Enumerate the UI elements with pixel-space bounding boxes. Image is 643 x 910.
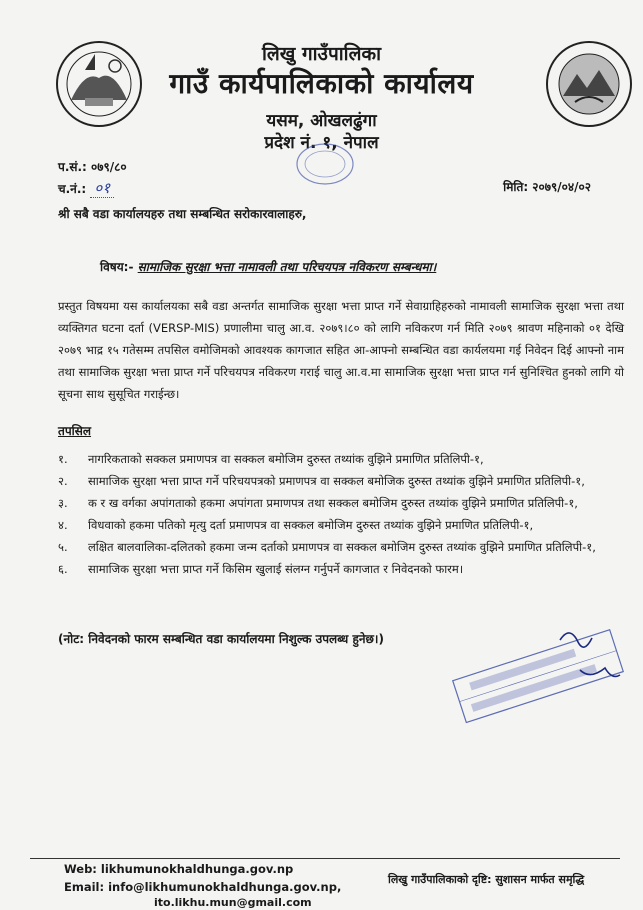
municipality-name: लिखु गाउँपालिका: [261, 43, 382, 65]
footer-divider: [30, 858, 620, 859]
dispatch-label: च.नं.:: [58, 182, 87, 196]
list-item: २. सामाजिक सुरक्षा भत्ता प्राप्त गर्ने परिचयपत्रको प्रमाणपत्र वा सक्कल बमोजिक दुरुस्त तथ्यांक वुझिने प्रमाणित प्रतिलिपी-१,: [58, 474, 585, 488]
list-item: ५. लक्षित बालवालिका-दलितको हकमा जन्म दर्ताको प्रमाणपत्र वा सक्कल बमोजिम दुरुस्त तथ्यांक वुझिने प्रमाणित प्रतिलिपी-१,: [58, 540, 596, 554]
list-item: ६. सामाजिक सुरक्षा भत्ता प्राप्त गर्ने किसिम खुलाई संलग्न गर्नुपर्ने कागजात र निवेदनको फारम।: [58, 562, 464, 576]
subject-line: [100, 258, 436, 275]
body-paragraph: प्रस्तुत विषयमा यस कार्यालयका सबै वडा अन्तर्गत सामाजिक सुरक्षा भत्ता प्राप्त गर्ने सेवाग्राहिहरुको नामावली सामाजिक सुरक्षा भत्ता तथा व्यक्तिगत घटना दर्ता (VERSP-MIS) प्रणालीमा चालु आ.व. २०७९।८० को लागि नविकरण गर्न मिति २०७९ श्रावण महिनाको ०१ देखि २०७९ भाद्र १५ गतेसम्म तपसिल वमोजिमको आवश्यक कागजात सहित आ-आफ्नो सम्बन्धित वडा कार्यलयमा गई निवेदन दिई आफ्नो नाम तथा सामाजिक सुरक्षा भत्ता प्राप्त गर्ने परिचयपत्र नविकरण गराई चालु आ.व.मा सामाजिक सुरक्षा भत्ता प्राप्त गर्न सुनिश्चित हुनको लागि यो सूचना साथ सुसूचित गराईन्छ।: [58, 299, 624, 401]
addressee: श्री सबै वडा कार्यालयहरु तथा सम्बन्धित सरोकारवालाहरु,: [58, 207, 307, 221]
footer-email: Email: info@likhumunokhaldhunga.gov.np,: [64, 880, 342, 894]
subject-label: विषय:-: [100, 260, 134, 274]
list-heading: तपसिल: [58, 424, 92, 438]
footer-email-secondary: ito.likhu.mun@gmail.com: [154, 896, 312, 909]
office-title: गाउँ कार्यपालिकाको कार्यालय: [169, 67, 474, 100]
dispatch-number: [58, 178, 114, 198]
office-province: प्रदेश नं. १, नेपाल: [264, 133, 379, 153]
footer-slogan: लिखु गाउँपालिकाको दृष्टि: सुशासन मार्फत समृद्धि: [388, 873, 585, 886]
office-stamp: [295, 142, 355, 186]
office-address: यसम, ओखलढुंगा: [266, 111, 377, 131]
list-item: ४. विधवाको हकमा पतिको मृत्यु दर्ता प्रमाणपत्र वा सक्कल बमोजिम दुरुस्त तथ्यांक वुझिने प्रमाणित प्रतिलिपी-१,: [58, 518, 534, 532]
dispatch-value: ०१: [90, 179, 114, 198]
note: (नोट: निवेदनको फारम सम्बन्धित वडा कार्यालयमा निशुल्क उपलब्ध हुनेछ।): [58, 632, 384, 646]
list-item: ३. क र ख वर्गका अपांगताको हकमा अपांगता प्रमाणपत्र तथा सक्कल बमोजिम दुरुस्त तथ्यांक वुझिने प्रमाणित प्रतिलिपी-१,: [58, 496, 578, 510]
requirements-list: [58, 448, 624, 580]
list-item: १. नागरिकताको सक्कल प्रमाणपत्र वा सक्कल बमोजिम दुरुस्त तथ्यांक वुझिने प्रमाणित प्रतिलिपी-१,: [58, 452, 484, 466]
reference-number: प.सं.: ०७९/८०: [58, 160, 127, 174]
footer-website: Web: likhumunokhaldhunga.gov.np: [64, 862, 294, 876]
subject-text: सामाजिक सुरक्षा भत्ता नामावली तथा परिचयपत्र नविकरण सम्बन्धमा।: [137, 260, 437, 274]
letter-date: मिति: २०७९/०४/०२: [503, 180, 591, 194]
signature-stamp: [440, 620, 630, 730]
